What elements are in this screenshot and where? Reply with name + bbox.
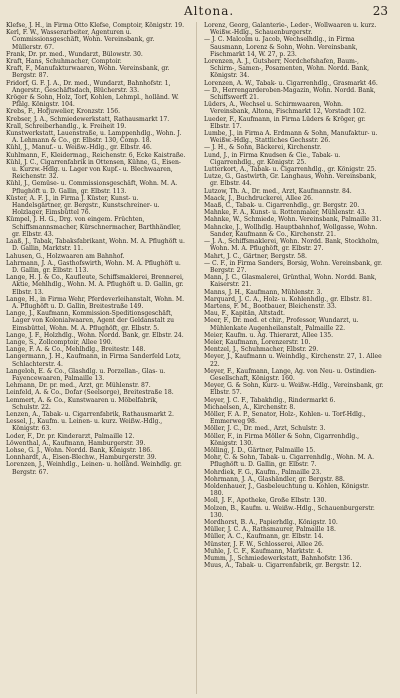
directory-entry: Mau, F., Kapitän, Altstadt. [204,310,285,318]
directory-entry: Lonnhardt, A., Eisen-Blechw., Hamburgerstr. 39. [6,454,157,462]
directory-entry: Lehmann, Dr. pr. med., Arzt, gr. Mühlenstr. 87. [6,382,151,390]
left-column [6,22,186,476]
directory-entry: Lorenzen, A. W., Tabak- u. Cigarrenhdlg., Grasmarkt 46. [204,79,378,87]
directory-entry: Lutze, G., Gastwirth, Gr. Langhaus, Wohn. Vereinsbank, gr. Elbstr. 44. [204,173,377,188]
directory-entry: Meyer, G. & Sohn, Kurz- u. Weißw.-Hdlg., Vereinsbank, gr. Elbstr. 57. [204,382,384,397]
directory-entry: Lessel, J., Kaufm. u. Leinen- u. kurz. Weißw.-Hdlg., Königstr. 63. [6,418,163,433]
directory-entry: Kühl, J., Gemüse- u. Commissionsgeschäft, Wohn. M. A. Pflughöft u. D. Gallin, gr. Elbstr. 113. [6,180,178,195]
directory-entry: Lorenzen, A. J., Gutsherr, Nordchefshafen, Baum-, Schirm-, Samen-, Posamenten, Wohn. Nordd. Bank, Königstr. 34. [204,58,370,80]
directory-entry: Möller, F., in Firma Möller & Sohn, Cigarrenhdlg., Königstr. 130. [204,432,360,447]
directory-entry: Krebs, F., Hofjuwelier, Kronzstr. 156. [6,108,121,116]
directory-entry: Müller, J. C. A., Rathsmaurer, Palmaille 18. [204,526,336,534]
directory-entry: Lumbe, J., in Firma A. Erdmann & Sohn, Manufaktur- u. Weißw.-Hdlg., Stattliches Gechsstr. 26. [204,130,378,145]
directory-entry: Möller, F. A. P., Senator, Holz-, Kohlen- u. Torf-Hdlg., Emmerweg 98. [204,410,366,426]
directory-entry: — J. C. Malcolm u. Jacob, Wechselhdlg., in Firma Sausmann, Lorenz & Sohn, Wohn. Vereinsbank, Fischmarkt 14, W. 27, p. 23. [204,36,358,58]
directory-entry: Meyer, J., Kaufmann u. Weinhdlg., Kirchenstr. 27, 1. Allee 22. [204,353,382,368]
directory-entry: Lange, H., in Firma Wehr, Pferdeverleihanstalt, Wohn. M. A. Pflughöft u. D. Gallin, Breitestraße 149. [6,295,185,310]
directory-entry: Lohse, G. J., Wohn. Nordd. Bank, Königstr. 186. [6,446,153,454]
directory-entry: Mölling, J. D., Gärtner, Palmaille 15. [204,446,316,454]
directory-entry: Mohrdiek, F. G., Kaufm., Palmaille 23. [204,468,322,476]
directory-entry: Münster, J. F. W., Schlosserei, Allee 26. [204,540,324,548]
directory-entry: Meer, F., Dr. med. et chir., Professor, Wundarzt, u. Mühlenkate Augenheilanstalt, Palmaille 22. [204,317,359,332]
directory-entry: Maaß, C., Tabak- u. Cigarrenhdlg., gr. Bergstr. 20. [204,202,360,210]
directory-entry: Moldenhauer, J., Gasbeleuchtung u. Kohlen, Königstr. 180. [204,483,370,498]
directory-entry: Lange, J., Kaufmann, Kommission-Speditionsgeschäft, Lager von Kolonialwaaren, Agent der Geldanstalt zu Eimsbüttel, Wohn. M. A. Pflughöft, gr. Elbstr. 5. [6,310,175,332]
directory-entry: Mentzel, J., Schuhmacher, Elbstr. 29. [204,346,319,354]
directory-entry: Kraft, Hans, Schuhmacher, Comptoir. [6,58,122,66]
directory-entry: Kühl, J., Manuf.- u. Weißw.-Hdlg., gr. Elbstr. 46. [6,144,152,152]
directory-entry: Lange, H. J. & Co., Kaufleute, Schiffsmaklerei, Brennerei, Aktie, Mehlhdlg., Wohn. M. A. Pflughöft u. D. Gallin, gr. Elbstr. 13. [6,274,184,296]
directory-entry: Löwenthal, A., Kaufmann, Hamburgerstr. 39. [6,439,146,447]
page-number: 23 [372,4,388,18]
directory-entry: Möller, J. C., Dr. med., Arzt, Schulstr. 3. [204,425,326,433]
directory-entry: Lueder, F., Kaufmann, in Firma Lüders & Kröger, gr. Elbstr. 17. [204,115,366,130]
directory-entry: Lorenz, Georg, Galanterie-, Leder-, Wollwaaren u. kurz. Weißw.-Hdlg., Schauenburgerstr. [204,22,377,37]
directory-entry: Mann, J. C., Glasmalerei, Grünthal, Wohn. Nordd. Bank, Kaiserstr. 21. [204,274,377,289]
directory-entry: Kühl, J. C., Cigarrenfabrik in Ottensen, Kühne, G., Eisen- u. Kurzw.-Hdlg. u. Lager von Kupf.- u. Blechwaaren, Reichenstr. 32. [6,158,181,181]
directory-entry: Fridorf, G. F. J. A., Dr. med., Wundarzt, Bahnhofstr. 1, Angerstr., Geschäftsdach, Blücherstr. 33. [6,79,171,94]
directory-entry: Meier, Kaufm. u. Ag. Thierarzt, Allee 135. [204,331,334,339]
directory-entry: Moll, J. F., Apotheke, Große Elbstr. 130. [204,497,327,505]
directory-entry: Leinfeld, A. & Co., Dofar (Seelsorge), Breitestraße 18. [6,389,174,397]
directory-entry: Mahnke, F. A., Kunst- u. Rottenmaler, Mühlenstr. 43. [204,209,367,217]
directory-entry: Klefse, J. H., in Firma Otto Klefse, Comptoir, Königstr. 19. [6,22,185,29]
directory-entry: Lutterkort, A., Tabak- u. Cigarrenhdlg., gr. Königstr. 25. [204,166,377,174]
directory-entry: Lemmert, A. & Co., Kunstwaaren u. Möbelfabrik, Schulstr. 22. [6,396,158,411]
directory-entry: Lund, J., in Firma Knudsen & Cie., Tabak- u. Cigarrenhdlg., gr. Königstr. 25. [204,151,341,166]
directory-entry: Müller, A. C., Kaufmann, gr. Elbstr. 14. [204,533,324,541]
directory-entry: Kümpel, J. H. G., Drg. von eingem. Früchten, Schiffsmannsmacher, Kürschnermacher, Barthhändler, gr. Elbstr. 43. [6,216,181,238]
directory-entry: Manns, J. H., Kaufmann, Mühlenstr. 3. [204,288,323,296]
directory-entry: Meier, Kaufmann, Lorenzerstr. 10. [204,338,311,346]
directory-entry: Mordhorst, B. A., Papierhdlg., Königstr. 10. [204,519,338,527]
directory-entry: Lange, S., Zollcomptoir, Allee 190. [6,338,113,346]
directory-entry: — J. H., & Sohn, Bäckerei, Kirchenstr. [204,144,322,152]
directory-entry: Loder, F., Dr. pr. Kinderarzt, Palmaille 12. [6,432,135,440]
directory-entry: Mumm, J., Schmiedewerkstatt, Bahnhofstr. 136. [204,555,353,563]
directory-entry: Langermann, J. H., Kaufmann, in Firma Sanderfeld Lotz, Schlachterstr. 4. [6,353,181,368]
right-column [204,22,384,569]
directory-entry: Michaelsen, A., Kirchenstr. 8. [204,403,296,411]
directory-entry: Lahusen, G., Holzwaaren am Bahnhof. [6,252,125,260]
directory-entry: Kuhlmann, F., Kleidermag., Reichenstr. 6, Ecke Kaistraße. [6,151,186,159]
directory-entry: Langeloh, E. & Co., Glashdlg. u. Porzellan-, Glas- u. Fayencewaaren, Palmaille 13. [6,367,166,382]
directory-entry: Mohr, C. & Sohn, Tabak- u. Cigarrenhdlg., Wohn. M. A. Pflughöft u. D. Gallin, gr. Elbstr. 7. [204,454,375,469]
page-header [0,4,400,20]
directory-entry: Kerl, F. W., Wasserarbeiter, Agenturen u. Commissionsgeschäft, Wohn. Vereinsbank, gr. Müllerstr. 67. [6,29,155,51]
directory-entry: Mahnke, W., Schmiede, Wohn. Vereinsbank, Palmaille 31. [204,216,382,224]
directory-entry: Maack, J., Buchdruckerei, Allee 26. [204,194,313,202]
directory-entry: Mohrmann, J. A., Glashändler, gr. Bergstr. 88. [204,475,345,483]
directory-entry: Kröger & Sohn, Holz, Torf, Kohlen, Lehmpl., holländ. W. Pfälg. Königstr. 104. [6,94,179,109]
directory-entry: Meyer, J. C. F., Tabakhdlg., Rindermarkt 6. [204,396,336,404]
directory-entry: Muus, A., Tabak- u. Cigarrenfabrik, gr. Bergstr. 12. [204,562,362,570]
directory-entry: Lange, F. A. & Co., Mehlhdlg., Breitestr. 148. [6,346,146,354]
directory-entry: Küster, A. F. J., in Firma J. Küster, Kunst- u. Handelsgärtner, gr. Bergstr., Kunstschreiner- u. Holzlager, Eimsbüttel 76. [6,194,160,217]
directory-entry: Lenzen, A., Tabak- u. Cigarrenfabrik, Rathausmarkt 2. [6,410,174,418]
directory-entry: Marquard, J. C. A., Holz- u. Kohlenhdlg., gr. Elbstr. 81. [204,295,372,303]
directory-entry: Krebser, J. A., Schmiedewerkstatt, Rathausmarkt 17. [6,115,170,123]
directory-entry: Lange, J. F., Holzhdlg., Wohn. Nordd. Bank, gr. Elbstr. 24. [6,331,184,339]
directory-entry: Muhle, J. C. F., Kaufmann, Marktstr. 4. [204,547,323,555]
directory-entry: Laaß, J., Tabak, Tabaksfabrikant, Wohn. M. A. Pflughöft u. D. Gallin, Marktstr. 11. [6,238,185,253]
directory-entry: — D., Herrengarderoben-Magazin, Wohn. Nordd. Bank, Schiffswerft 21. [204,86,376,102]
page-title: Altona. [184,4,235,18]
column-divider [196,22,197,694]
directory-entry: Molzen, B., Kaufm. u. Weißw.-Hdlg., Schauenburgerstr. 130. [204,504,375,519]
directory-entry: Mahncke, J., Wollhdlg. Hauptbahnhof, Wollgasse, Wohn. Sander, Kaufmann & Co., Kirchenstr. 21. [204,223,378,238]
directory-entry: Meyer, F., Kaufmann, Lange, Ag. von Neu- u. Ostindien-Gesellschaft, Königstr. 160. [204,367,377,382]
directory-entry: Martens, F. M., Bootbauer, Bleichenstr. 33. [204,302,337,310]
directory-entry: — J. A., Schiffsmaklerei, Wohn. Nordd. Bank, Stockholm, Wohn. M. A. Pflughöft, gr. Elbstr. 27. [204,238,380,253]
directory-entry: Kraft, F., Manufakturwaaren, Wohn. Vereinsbank, gr. Bergstr. 87. [6,65,170,80]
directory-entry: Lüders, A., Wechsel u. Schirmwaaren, Wohn. Vereinsbank, Altona, Fischmarkt 12, Vorstadt 102. [204,101,367,116]
directory-entry: Krall, Schreiberhandlg., k. Freiheit 19. [6,122,127,130]
directory-entry: — C. F., in Firma Sanders, Borsig, Wohn. Vereinsbank, gr. Bergstr. 27. [204,259,383,274]
directory-entry: Frank, Dr. pr. med., Wundarzt, Bülowstr. 30. [6,50,143,58]
directory-entry: Lorenzen, J., Weinhdlg., Leinen- u. holländ. Weinhdlg. gr. Bergstr. 67. [6,461,182,476]
directory-entry: Lahrmann, J. A., Gasthofswirth, Wohn. M. A. Pflughöft u. D. Gallin, gr. Elbstr. 113. [6,259,181,274]
directory-entry: Kunstwerkstatt, Lauenstraße, u. Lamppenhdlg., Wohn. J. A. Lehmann & Co., gr. Elbstr. 130, Comp. 18. [6,130,182,145]
directory-entry: Mahrt, J. C., Gärtner, Bergstr. 58. [204,252,307,260]
directory-entry: Lutzow, Th. A., Dr. med., Arzt, Kaufmannstr. 84. [204,187,352,195]
